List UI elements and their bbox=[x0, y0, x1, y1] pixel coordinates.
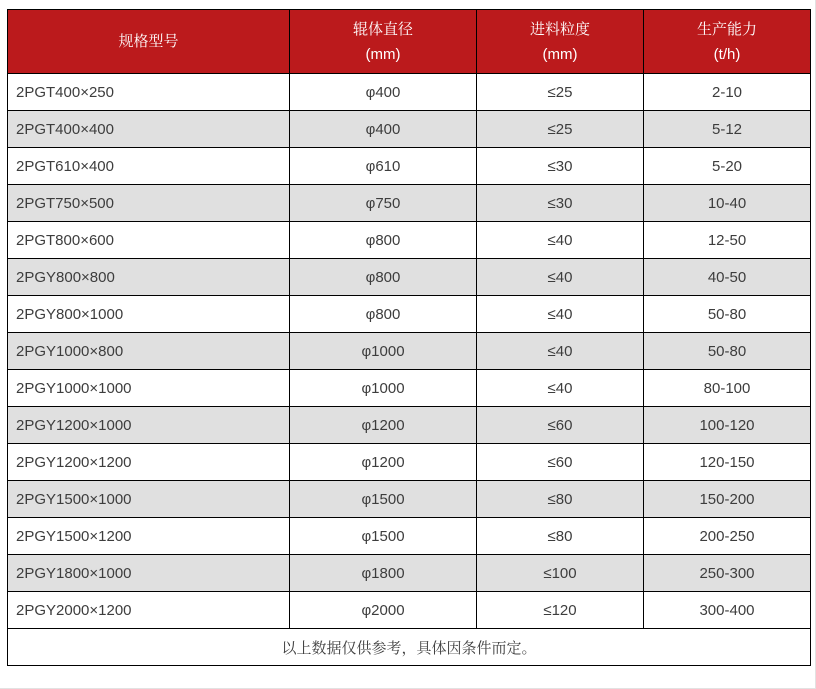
capacity-cell: 100-120 bbox=[644, 407, 811, 444]
roller-diameter-cell: φ1200 bbox=[290, 444, 477, 481]
capacity-cell: 50-80 bbox=[644, 296, 811, 333]
feed-size-cell: ≤25 bbox=[477, 111, 644, 148]
column-header-capacity bbox=[644, 10, 811, 74]
roller-diameter-cell: φ800 bbox=[290, 222, 477, 259]
feed-size-cell: ≤30 bbox=[477, 148, 644, 185]
model-cell: 2PGT400×400 bbox=[8, 111, 290, 148]
capacity-cell: 150-200 bbox=[644, 481, 811, 518]
capacity-cell: 40-50 bbox=[644, 259, 811, 296]
table-header-row bbox=[8, 10, 811, 74]
feed-size-cell: ≤60 bbox=[477, 444, 644, 481]
feed-size-cell: ≤40 bbox=[477, 333, 644, 370]
roller-diameter-cell: φ400 bbox=[290, 111, 477, 148]
roller-diameter-cell: φ800 bbox=[290, 296, 477, 333]
column-unit: (mm) bbox=[542, 45, 578, 63]
model-cell: 2PGY1200×1200 bbox=[8, 444, 290, 481]
roller-diameter-cell: φ1500 bbox=[290, 481, 477, 518]
capacity-cell: 12-50 bbox=[644, 222, 811, 259]
table-row bbox=[8, 592, 811, 629]
roller-diameter-cell: φ1200 bbox=[290, 407, 477, 444]
model-cell: 2PGY1500×1000 bbox=[8, 481, 290, 518]
column-header-model bbox=[8, 10, 290, 74]
feed-size-cell: ≤40 bbox=[477, 222, 644, 259]
column-title: 辊体直径 bbox=[352, 20, 413, 38]
table-row bbox=[8, 185, 811, 222]
roller-diameter-cell: φ1800 bbox=[290, 555, 477, 592]
capacity-cell: 50-80 bbox=[644, 333, 811, 370]
feed-size-cell: ≤100 bbox=[477, 555, 644, 592]
footer-note: 以上数据仅供参考，具体因条件而定。 bbox=[8, 629, 811, 666]
table-row bbox=[8, 555, 811, 592]
table-row bbox=[8, 222, 811, 259]
table-row bbox=[8, 444, 811, 481]
column-unit: (mm) bbox=[365, 45, 401, 63]
feed-size-cell: ≤80 bbox=[477, 518, 644, 555]
capacity-cell: 10-40 bbox=[644, 185, 811, 222]
table-header bbox=[8, 10, 811, 74]
table-body bbox=[8, 74, 811, 629]
feed-size-cell: ≤40 bbox=[477, 370, 644, 407]
model-cell: 2PGY2000×1200 bbox=[8, 592, 290, 629]
capacity-cell: 5-20 bbox=[644, 148, 811, 185]
feed-size-cell: ≤30 bbox=[477, 185, 644, 222]
feed-size-cell: ≤40 bbox=[477, 296, 644, 333]
table-row bbox=[8, 111, 811, 148]
capacity-cell: 80-100 bbox=[644, 370, 811, 407]
roller-diameter-cell: φ610 bbox=[290, 148, 477, 185]
roller-diameter-cell: φ750 bbox=[290, 185, 477, 222]
feed-size-cell: ≤120 bbox=[477, 592, 644, 629]
column-unit: (t/h) bbox=[713, 45, 741, 63]
capacity-cell: 300-400 bbox=[644, 592, 811, 629]
capacity-cell: 5-12 bbox=[644, 111, 811, 148]
spec-table bbox=[7, 9, 811, 666]
model-cell: 2PGY1000×1000 bbox=[8, 370, 290, 407]
feed-size-cell: ≤60 bbox=[477, 407, 644, 444]
column-title: 规格型号 bbox=[118, 33, 179, 50]
table-row bbox=[8, 407, 811, 444]
table-row bbox=[8, 370, 811, 407]
capacity-cell: 200-250 bbox=[644, 518, 811, 555]
capacity-cell: 2-10 bbox=[644, 74, 811, 111]
roller-diameter-cell: φ800 bbox=[290, 259, 477, 296]
roller-diameter-cell: φ1000 bbox=[290, 370, 477, 407]
column-header-feed-size bbox=[477, 10, 644, 74]
capacity-cell: 250-300 bbox=[644, 555, 811, 592]
model-cell: 2PGY800×1000 bbox=[8, 296, 290, 333]
table-row bbox=[8, 333, 811, 370]
table-row bbox=[8, 518, 811, 555]
table-row bbox=[8, 148, 811, 185]
model-cell: 2PGY800×800 bbox=[8, 259, 290, 296]
roller-diameter-cell: φ400 bbox=[290, 74, 477, 111]
model-cell: 2PGT750×500 bbox=[8, 185, 290, 222]
model-cell: 2PGY1500×1200 bbox=[8, 518, 290, 555]
feed-size-cell: ≤40 bbox=[477, 259, 644, 296]
model-cell: 2PGY1000×800 bbox=[8, 333, 290, 370]
model-cell: 2PGT610×400 bbox=[8, 148, 290, 185]
table-row bbox=[8, 74, 811, 111]
feed-size-cell: ≤80 bbox=[477, 481, 644, 518]
table-row bbox=[8, 259, 811, 296]
roller-diameter-cell: φ1500 bbox=[290, 518, 477, 555]
column-title: 进料粒度 bbox=[529, 20, 590, 38]
table-row bbox=[8, 481, 811, 518]
model-cell: 2PGT400×250 bbox=[8, 74, 290, 111]
table-footer bbox=[8, 629, 811, 666]
column-header-roller-diameter bbox=[290, 10, 477, 74]
model-cell: 2PGT800×600 bbox=[8, 222, 290, 259]
table-row bbox=[8, 296, 811, 333]
roller-diameter-cell: φ2000 bbox=[290, 592, 477, 629]
roller-diameter-cell: φ1000 bbox=[290, 333, 477, 370]
model-cell: 2PGY1200×1000 bbox=[8, 407, 290, 444]
column-title: 生产能力 bbox=[696, 20, 757, 38]
table-footer-row bbox=[8, 629, 811, 666]
model-cell: 2PGY1800×1000 bbox=[8, 555, 290, 592]
capacity-cell: 120-150 bbox=[644, 444, 811, 481]
feed-size-cell: ≤25 bbox=[477, 74, 644, 111]
